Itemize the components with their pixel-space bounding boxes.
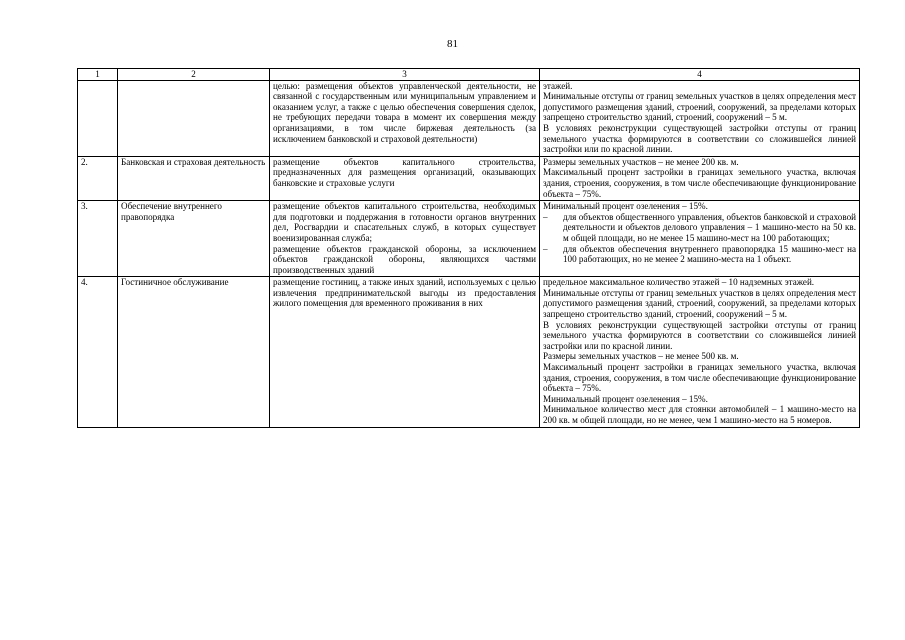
table-row	[78, 277, 860, 427]
description-paragraph: размещение объектов гражданской обороны, за исключением объектов гражданской обороны, являющихся частями производственных зданий	[273, 243, 536, 275]
column-header: 1	[78, 69, 118, 81]
row-number: 2.	[78, 156, 118, 200]
parameters	[540, 277, 860, 427]
parking-requirements-list	[543, 212, 856, 265]
parameters	[540, 201, 860, 277]
parameter-paragraph: Минимальный процент озеленения – 15%.	[543, 201, 708, 212]
parameter-paragraph: Минимальное количество мест для стоянки автомобилей – 1 машино-место на 200 кв. м общей площади, но не менее, чем 1 машино-место на 5 номеров.	[543, 404, 856, 425]
dash-bullet: –	[543, 243, 548, 254]
list-item	[543, 244, 856, 265]
parameter-paragraph: этажей.	[543, 80, 573, 91]
parameter-paragraph: предельное максимальное количество этажей – 10 надземных этажей.	[543, 277, 815, 288]
parameter-paragraph: Максимальный процент застройки в границах земельного участка, включая здания, строения, сооружения, в том числе обеспечивающие функционирование объекта – 75%.	[543, 362, 856, 394]
parameter-paragraph: Минимальные отступы от границ земельных участков в целях определения мест допустимого размещения зданий, строений, сооружений, за пределами которых запрещено строительство зданий, строений, сооружений – 5 м.	[543, 287, 857, 320]
table-row	[78, 80, 860, 156]
row-number	[78, 80, 118, 156]
description-paragraph: размещение гостиниц, а также иных зданий, используемых с целью извлечения предпринимательской выгоды из предоставления жилого помещения для временного проживания в них	[273, 277, 536, 309]
use-name	[118, 80, 270, 156]
description-paragraph: размещение объектов капитального строительства, необходимых для подготовки и поддержания в готовности органов внутренних дел, Росгвардии и спасательных служб, в которых существует военизированная служба;	[273, 201, 536, 243]
use-name: Обеспечение внутреннего правопорядка	[118, 201, 270, 277]
parameter-paragraph: В условиях реконструкции существующей застройки отступы от границ земельного участка формируются в соответствии со сложившейся линией застройки или по красной линии.	[543, 122, 856, 155]
dash-bullet: –	[543, 211, 548, 222]
column-header: 4	[540, 69, 860, 81]
table-header-row	[78, 69, 860, 81]
parameter-paragraph: Максимальный процент застройки в границах земельного участка, включая здания, строения, сооружения, в том числе обеспечивающие функционирование объекта – 75%.	[543, 167, 856, 199]
regulations-table	[77, 68, 860, 428]
column-header: 2	[118, 69, 270, 81]
description-paragraph: размещение объектов капитального строительства, предназначенных для размещения организаций, оказывающих банковские и страховые услуги	[273, 156, 536, 188]
parameter-paragraph: Минимальный процент озеленения – 15%.	[543, 393, 708, 404]
use-description	[270, 156, 540, 200]
use-name: Банковская и страховая деятельность	[118, 156, 270, 200]
parameters	[540, 80, 860, 156]
description-paragraph: целью: размещения объектов управленческой деятельности, не связанной с государственным или муниципальным управлением и оказанием услуг, а также с целью обеспечения совершения сделок, не требующих передачи товара в момент их совершения между организациями, в том числе биржевая деятельность (за исключением банковской и страховой деятельности)	[273, 80, 536, 144]
list-item-text: для объектов обеспечения внутреннего правопорядка 15 машино-мест на 100 работающих, но не менее 2 машино-места на 1 объект.	[563, 243, 856, 265]
parameters	[540, 156, 860, 200]
parameter-paragraph: Минимальные отступы от границ земельных участков в целях определения мест допустимого размещения зданий, строений, сооружений, за пределами которых запрещено строительство зданий, строений, сооружений – 5 м.	[543, 91, 857, 123]
parameter-paragraph: В условиях реконструкции существующей застройки отступы от границ земельного участка формируются в соответствии со сложившейся линией застройки или по красной линии.	[543, 319, 856, 351]
page-number: 81	[447, 38, 458, 50]
use-description	[270, 201, 540, 277]
use-description	[270, 277, 540, 427]
column-header: 3	[270, 69, 540, 81]
table-row	[78, 201, 860, 277]
row-number: 4.	[78, 277, 118, 427]
list-item-text: для объектов общественного управления, объектов банковской и страховой деятельности и объектов делового управления – 1 машино-место на 50 кв. м общей площади, но не менее 15 машино-мест на 100 работающих;	[563, 211, 856, 243]
row-number: 3.	[78, 201, 118, 277]
parameter-paragraph: Размеры земельных участков – не менее 500 кв. м.	[543, 351, 739, 362]
list-item	[543, 212, 856, 244]
parameter-paragraph: Размеры земельных участков – не менее 200 кв. м.	[543, 156, 739, 167]
use-description	[270, 80, 540, 156]
table-row	[78, 156, 860, 200]
use-name: Гостиничное обслуживание	[118, 277, 270, 427]
